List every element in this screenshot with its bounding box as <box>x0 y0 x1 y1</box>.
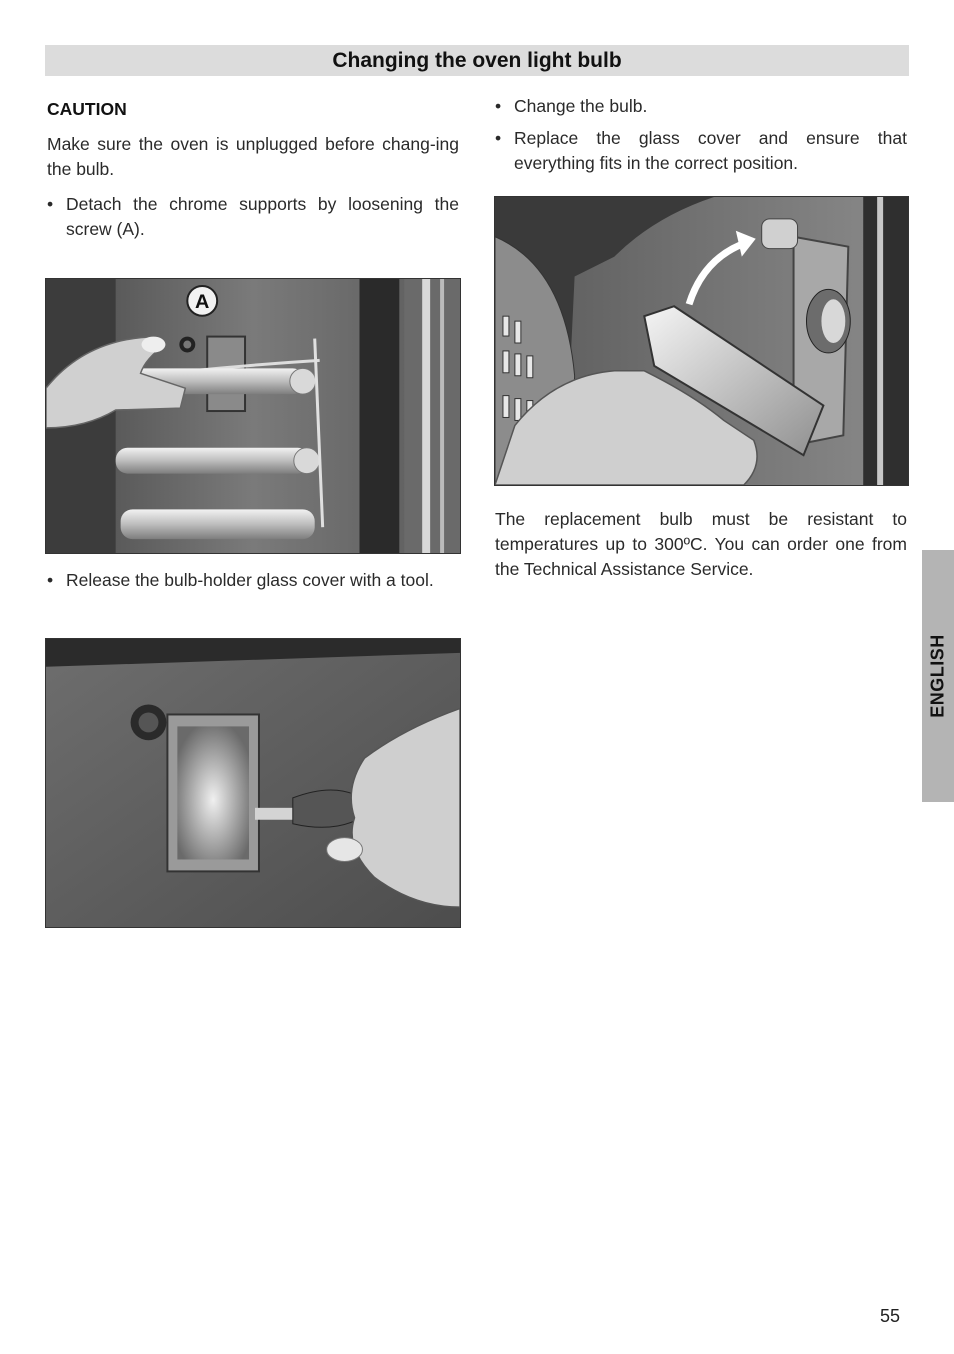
page-title: Changing the oven light bulb <box>45 45 909 76</box>
step-text: Release the bulb-holder glass cover with a tool. <box>66 570 434 590</box>
language-tab <box>922 550 954 802</box>
right-column-note <box>495 507 907 582</box>
figure-release-glass-cover <box>45 638 461 928</box>
step-detach-supports <box>47 192 459 242</box>
caution-heading: CAUTION <box>47 99 127 119</box>
bullet-symbol: • <box>47 570 54 590</box>
step-change-bulb <box>495 94 907 119</box>
left-column-top <box>47 97 459 242</box>
step-release-cover <box>47 568 459 593</box>
figure-label-a: A <box>195 290 210 313</box>
bullet-symbol: • <box>495 128 502 148</box>
caution-text: Make sure the oven is unplugged before chang-ing the bulb. <box>47 134 459 179</box>
bullet-symbol: • <box>495 96 502 116</box>
replacement-bulb-note: The replacement bulb must be resistant to temperatures up to 300ºC. You can order one from the Technical Assistance Service. <box>495 509 907 579</box>
step-text: Replace the glass cover and ensure that everything fits in the correct position. <box>514 128 907 173</box>
page-number: 55 <box>880 1306 901 1326</box>
step-text: Change the bulb. <box>514 96 648 116</box>
bullet-symbol: • <box>47 194 54 214</box>
right-column-top <box>495 94 907 176</box>
left-column-bottom <box>47 568 459 593</box>
step-text: Detach the chrome supports by loosening the screw (A). <box>66 194 459 239</box>
figure-chrome-supports <box>45 278 461 554</box>
figure-replace-glass-cover <box>494 196 909 486</box>
language-label: ENGLISH <box>927 634 948 718</box>
step-replace-cover <box>495 126 907 176</box>
